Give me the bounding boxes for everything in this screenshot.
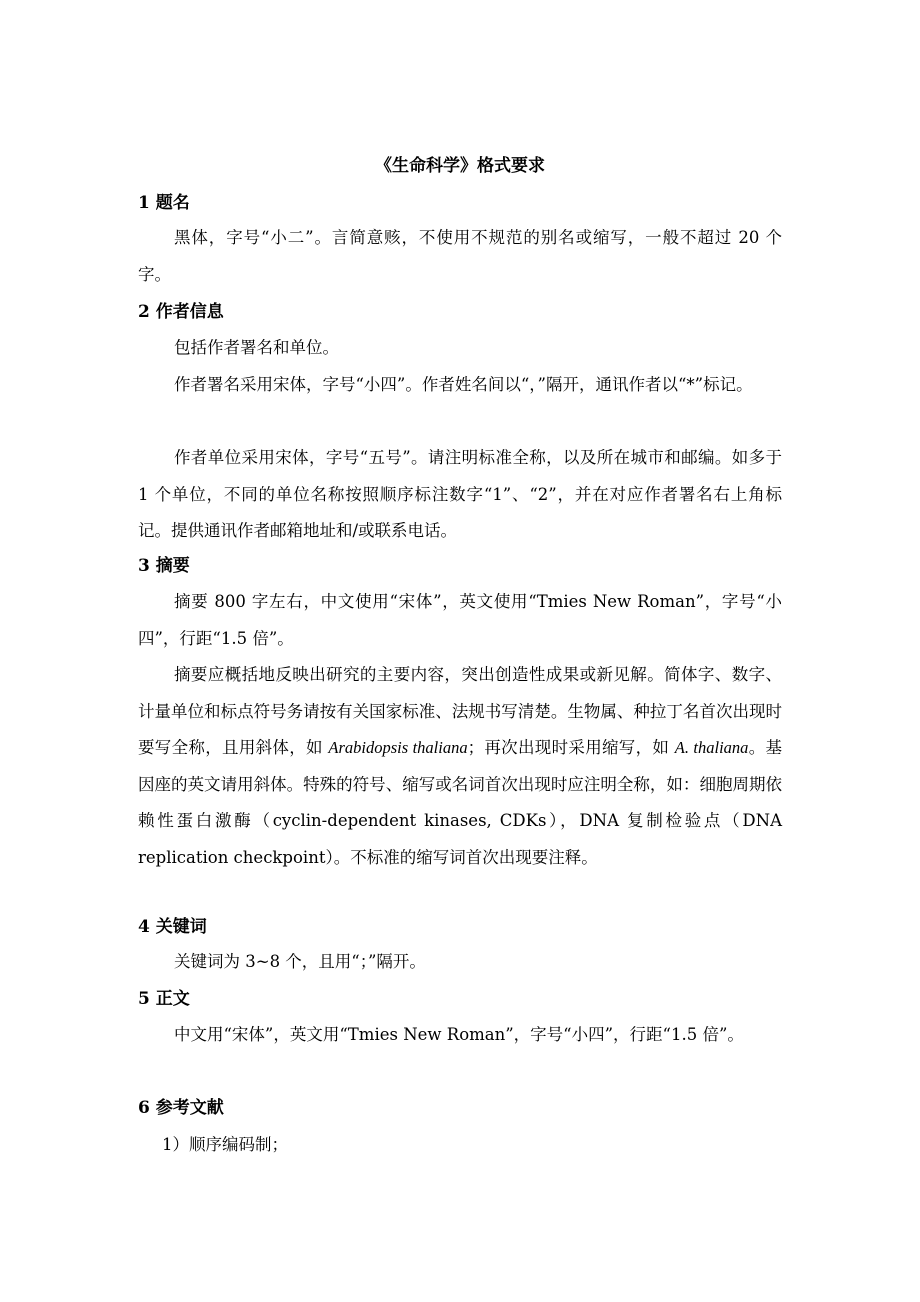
paragraph-body-format: 中文用“宋体”，英文用“Tmies New Roman”，字号“小四”，行距“1.5 倍”。: [174, 1025, 744, 1044]
section-heading-abstract: 3 摘要: [138, 556, 190, 576]
reference-list-item: 1）顺序编码制；: [162, 1135, 288, 1154]
paragraph-author-affiliation: 作者单位采用宋体，字号“五号”。请注明标准全称，以及所在城市和邮编。如多于 1 个单位，不同的单位名称按照顺序标注数字“1”、“2”，并在对应作者署名右上角标记。提供通讯作者邮箱地址和/或联系电话。: [138, 448, 782, 541]
paragraph-title-rules: 黑体，字号“小二”。言简意赅，不使用不规范的别名或缩写，一般不超过 20 个字。: [138, 228, 782, 284]
section-heading-keywords: 4 关键词: [138, 917, 207, 937]
section-heading-author-info: 2 作者信息: [138, 302, 224, 322]
species-abbreviation: A. thaliana: [674, 738, 749, 758]
paragraph-author-names: 作者署名采用宋体，字号“小四”。作者姓名间以“，”隔开，通讯作者以“*”标记。: [174, 375, 753, 394]
abstract-text-part-1: 摘要应概括地反映出研究的主要内容，突出创造性成果或新见解。简体字、数字、计量单位和标点符号务请按有关国家标准、法规书写清楚。生物属、种拉丁名首次出现时要写全称，且用斜体，如: [138, 665, 782, 758]
document-page: [138, 0, 782, 1302]
paragraph-author-intro: 包括作者署名和单位。: [174, 338, 339, 357]
abstract-text-part-2: ；再次出现时采用缩写，如: [467, 738, 675, 758]
paragraph-keywords-rules: 关键词为 3~8 个，且用“；”隔开。: [174, 952, 426, 971]
page-title: 《生命科学》格式要求: [375, 156, 545, 176]
paragraph-abstract-content: [138, 657, 782, 877]
section-heading-references: 6 参考文献: [138, 1098, 224, 1118]
section-heading-body: 5 正文: [138, 989, 190, 1009]
section-heading-title: 1 题名: [138, 193, 190, 213]
species-full-name: Arabidopsis thaliana: [328, 738, 468, 758]
paragraph-abstract-format: 摘要 800 字左右，中文使用“宋体”，英文使用“Tmies New Roman”，字号“小四”，行距“1.5 倍”。: [138, 592, 782, 648]
abstract-text-part-3: 。基因座的英文请用斜体。特殊的符号、缩写或名词首次出现时应注明全称，如：细胞周期依赖性蛋白激酶（cyclin-dependent kinases, CDKs），DNA 复制检验点（DNA replication checkpoint）。不标准的缩写词首次出现要注释。: [138, 738, 783, 867]
